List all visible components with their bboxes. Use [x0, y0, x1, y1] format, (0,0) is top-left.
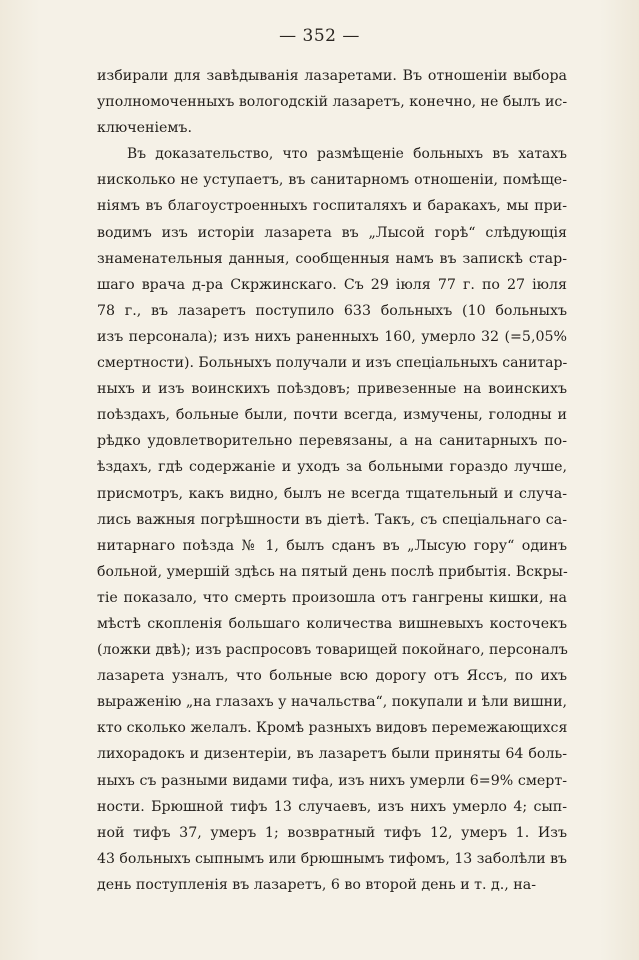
page-number: — 352 —: [279, 26, 360, 46]
text-line: знаменательныя данныя, сообщенныя намъ въ запискѣ стар-: [97, 250, 567, 267]
body-text: [97, 63, 567, 898]
paragraph: [97, 141, 567, 898]
text-line: ныхъ и изъ воинскихъ поѣздовъ; привезенные на воинскихъ: [97, 381, 567, 398]
text-line: водимъ изъ исторіи лазарета въ „Лысой горѣ“ слѣдующія: [97, 224, 567, 241]
text-line: ности. Брюшной тифъ 13 случаевъ, изъ нихъ умерло 4; сып-: [97, 798, 567, 815]
text-line: тіе показало, что смерть произошла отъ гангрены кишки, на: [97, 589, 567, 606]
text-line: день поступленія въ лазаретъ, 6 во второй день и т. д., на-: [97, 876, 537, 893]
text-line: ключеніемъ.: [97, 120, 192, 137]
text-line: мѣстѣ скопленія большаго количества вишневыхъ косточекъ: [97, 615, 567, 632]
text-line: уполномоченныхъ вологодскій лазаретъ, конечно, не былъ ис-: [97, 94, 568, 111]
text-line: ныхъ съ разными видами тифа, изъ нихъ умерли 6=9% смерт-: [97, 772, 567, 789]
text-line: ніямъ въ благоустроенныхъ госпиталяхъ и баракахъ, мы при-: [97, 198, 567, 215]
text-line: лихорадокъ и дизентеріи, въ лазаретъ были приняты 64 боль-: [97, 746, 567, 763]
text-line: смертности). Больныхъ получали и изъ спеціальныхъ санитар-: [97, 355, 568, 372]
text-line: лись важныя погрѣшности въ діетѣ. Такъ, съ спеціальнаго са-: [97, 511, 567, 528]
text-line: больной, умершій здѣсь на пятый день послѣ прибытія. Вскры-: [97, 563, 568, 580]
text-line: (ложки двѣ); изъ распросовъ товарищей покойнаго, персоналъ: [97, 642, 568, 659]
text-line: шаго врача д-ра Скржинскаго. Съ 29 іюля 77 г. по 27 іюля: [97, 276, 567, 293]
text-line: изъ персонала); изъ нихъ раненныхъ 160, умерло 32 (=5,05%: [97, 328, 567, 345]
text-line: рѣдко удовлетворительно перевязаны, а на санитарныхъ по-: [97, 433, 567, 450]
text-line: Въ доказательство, что размѣщеніе больныхъ въ хатахъ: [127, 146, 567, 163]
text-line: ной тифъ 37, умеръ 1; возвратный тифъ 12, умеръ 1. Изъ: [97, 824, 567, 841]
text-line: нитарнаго поѣзда № 1, былъ сданъ въ „Лысую гору“ одинъ: [97, 537, 567, 554]
text-line: поѣздахъ, больные были, почти всегда, измучены, голодны и: [97, 407, 567, 424]
text-line: выраженію „на глазахъ у начальства“, покупали и ѣли вишни,: [97, 694, 568, 711]
paragraph: [97, 63, 567, 141]
text-line: ѣздахъ, гдѣ содержаніе и уходъ за больными гораздо лучше,: [97, 459, 567, 476]
text-line: избирали для завѣдыванія лазаретами. Въ отношеніи выбора: [97, 68, 567, 84]
text-line: присмотръ, какъ видно, былъ не всегда тщательный и случа-: [97, 485, 567, 502]
text-line: кто сколько желалъ. Кромѣ разныхъ видовъ перемежающихся: [97, 720, 568, 737]
text-line: 43 больныхъ сыпнымъ или брюшнымъ тифомъ, 13 заболѣли въ: [97, 850, 567, 867]
text-line: нисколько не уступаетъ, въ санитарномъ отношеніи, помѣще-: [97, 172, 567, 189]
text-line: 78 г., въ лазаретъ поступило 633 больныхъ (10 больныхъ: [97, 302, 567, 319]
text-line: лазарета узналъ, что больные всю дорогу отъ Яссъ, по ихъ: [97, 668, 567, 685]
